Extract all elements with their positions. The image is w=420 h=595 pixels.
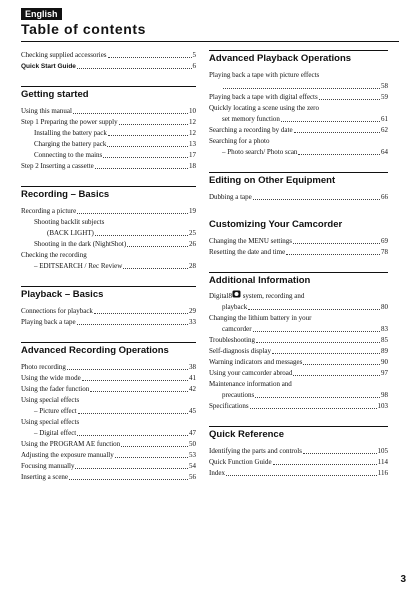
toc-entry-page: 18 <box>189 162 196 170</box>
section-heading: Advanced Recording Operations <box>21 342 196 356</box>
leader-dots <box>77 68 192 69</box>
toc-entry-title: Focusing manually <box>21 462 75 470</box>
toc-entry-title: – Digital effect <box>34 429 77 437</box>
left-column <box>21 50 196 483</box>
toc-entry-page: 85 <box>381 336 388 344</box>
section-heading: Getting started <box>21 86 196 100</box>
toc-entry-page: 13 <box>189 140 196 148</box>
leader-dots <box>226 475 377 476</box>
section-heading: Advanced Playback Operations <box>209 50 388 64</box>
leader-dots <box>108 135 188 136</box>
leader-dots <box>108 57 192 58</box>
toc-entry-page: 29 <box>189 307 196 315</box>
leader-dots <box>77 324 188 325</box>
toc-entry[interactable] <box>21 161 196 172</box>
toc-entry-page: 45 <box>189 407 196 415</box>
toc-entry-page: 17 <box>189 151 196 159</box>
leader-dots <box>115 457 188 458</box>
toc-entry-title: – Picture effect <box>34 407 77 415</box>
toc-entry-page: 38 <box>189 363 196 371</box>
toc-entry-title: Using the fader function <box>21 385 90 393</box>
toc-entry-page: 98 <box>381 391 388 399</box>
toc-entry[interactable] <box>21 317 196 328</box>
toc-entry-line: Playing back a tape with picture effects <box>209 71 320 79</box>
toc-entry-page: 58 <box>381 82 388 90</box>
right-column <box>209 50 388 479</box>
toc-entry[interactable] <box>21 450 196 461</box>
toc-entry-title: Inserting a scene <box>21 473 69 481</box>
section-heading: Editing on Other Equipment <box>209 172 388 186</box>
toc-entry-line: Using special effects <box>21 418 80 426</box>
toc-entry-title: Playing back a tape <box>21 318 76 326</box>
leader-dots <box>319 99 380 100</box>
toc-entry-title: Searching a recording by date <box>209 126 293 134</box>
toc-entry-title: playback <box>222 303 248 311</box>
toc-entry-title: camcorder <box>222 325 252 333</box>
leader-dots <box>82 380 188 381</box>
toc-entry-page: 42 <box>189 385 196 393</box>
toc-entry-title: Connections for playback <box>21 307 93 315</box>
toc-entry-title: Step 2 Inserting a cassette <box>21 162 94 170</box>
toc-entry-line: Checking the recording <box>21 251 87 259</box>
toc-entry-page: 47 <box>189 429 196 437</box>
toc-entry-title: Quick Function Guide <box>209 458 272 466</box>
toc-entry-title: Resetting the date and time <box>209 248 286 256</box>
toc-entry-line <box>209 290 388 302</box>
leader-dots <box>77 213 188 214</box>
toc-entry-title: Playing back a tape with digital effects <box>209 93 318 101</box>
section-heading: Recording – Basics <box>21 186 196 200</box>
toc-entry[interactable] <box>21 428 196 439</box>
page-number: 3 <box>400 574 406 585</box>
toc-entry[interactable] <box>209 468 388 479</box>
section-heading: Additional Information <box>209 272 388 286</box>
leader-dots <box>294 132 380 133</box>
digital8-logo-text: Digital8 <box>209 292 232 300</box>
toc-entry-page: 53 <box>189 451 196 459</box>
toc-entry-title: Warning indicators and messages <box>209 358 303 366</box>
section-heading: Customizing Your Camcorder <box>209 219 343 230</box>
toc-entry-page: 89 <box>381 347 388 355</box>
leader-dots <box>253 199 380 200</box>
toc-entry-page: 114 <box>377 458 388 466</box>
leader-dots <box>272 353 380 354</box>
digital8-logo-icon <box>232 292 241 300</box>
leader-dots <box>78 413 188 414</box>
toc-entry-page: 90 <box>381 358 388 366</box>
leader-dots <box>77 435 188 436</box>
toc-entry-title: Changing the MENU settings <box>209 237 293 245</box>
toc-entry[interactable] <box>209 114 388 125</box>
leader-dots <box>69 479 188 480</box>
toc-entry[interactable] <box>21 461 196 472</box>
toc-entry-page: 19 <box>189 207 196 215</box>
toc-entry[interactable] <box>21 50 196 61</box>
toc-entry[interactable] <box>21 206 196 217</box>
toc-entry-page: 97 <box>381 369 388 377</box>
toc-entry-title: Using this manual <box>21 107 72 115</box>
toc-entry-title: Installing the battery pack <box>34 129 107 137</box>
toc-entry-page: 66 <box>381 193 388 201</box>
toc-entry-line: Maintenance information and <box>209 380 292 388</box>
toc-entry[interactable] <box>209 324 388 335</box>
toc-entry-title: Self-diagnosis display <box>209 347 272 355</box>
toc-entry-page: 64 <box>381 148 388 156</box>
toc-entry-title: – EDITSEARCH / Rec Review <box>34 262 123 270</box>
language-tag: English <box>21 8 62 20</box>
toc-entry-page: 61 <box>381 115 388 123</box>
toc-entry-page: 80 <box>381 303 388 311</box>
toc-entry[interactable] <box>21 61 196 72</box>
toc-entry[interactable] <box>209 236 388 247</box>
leader-dots <box>123 268 188 269</box>
toc-entry-title: Charging the battery pack <box>34 140 107 148</box>
page-title: Table of contents <box>21 21 147 37</box>
toc-entry-page: 5 <box>192 51 196 59</box>
leader-dots <box>73 113 188 114</box>
leader-dots <box>107 146 188 147</box>
toc-entry[interactable] <box>21 139 196 150</box>
toc-entry-page: 6 <box>192 62 196 70</box>
toc-entry-line: Searching for a photo <box>209 137 270 145</box>
toc-entry[interactable] <box>21 106 196 117</box>
toc-entry[interactable] <box>21 228 196 239</box>
toc-entry[interactable] <box>21 362 196 373</box>
toc-entry[interactable] <box>209 81 388 92</box>
toc-entry[interactable] <box>209 247 388 258</box>
toc-entry-title: Checking supplied accessories <box>21 51 107 59</box>
toc-entry-page: 59 <box>381 93 388 101</box>
toc-entry-page: 12 <box>189 118 196 126</box>
leader-dots <box>103 157 188 158</box>
toc-entry[interactable] <box>209 346 388 357</box>
leader-dots <box>94 313 188 314</box>
toc-entry[interactable] <box>21 150 196 161</box>
toc-entry[interactable] <box>209 401 388 412</box>
toc-entry-page: 33 <box>189 318 196 326</box>
leader-dots <box>303 364 380 365</box>
toc-entry-page: 56 <box>189 473 196 481</box>
toc-entry-page: 103 <box>377 402 388 410</box>
toc-entry[interactable] <box>209 302 388 313</box>
leader-dots <box>250 408 377 409</box>
toc-entry[interactable] <box>21 261 196 272</box>
toc-entry[interactable] <box>21 117 196 128</box>
leader-dots <box>223 88 380 89</box>
leader-dots <box>248 309 380 310</box>
toc-entry-line: Quickly locating a scene using the zero <box>209 104 320 112</box>
toc-entry-title: Using your camcorder abroad <box>209 369 293 377</box>
leader-dots <box>286 254 380 255</box>
toc-entry[interactable] <box>209 335 388 346</box>
leader-dots <box>293 375 380 376</box>
toc-entry-line: Shooting backlit subjects <box>34 218 105 226</box>
toc-entry-title: Specifications <box>209 402 249 410</box>
toc-entry[interactable] <box>21 472 196 483</box>
leader-dots <box>253 331 380 332</box>
toc-entry-page: 54 <box>189 462 196 470</box>
toc-entry-title: Troubleshooting <box>209 336 256 344</box>
leader-dots <box>281 121 380 122</box>
toc-entry[interactable] <box>209 125 388 136</box>
toc-entry-page: 116 <box>377 469 388 477</box>
toc-entry-title: – Photo search/ Photo scan <box>222 148 298 156</box>
toc-entry-line: Changing the lithium battery in your <box>209 314 312 322</box>
leader-dots <box>298 154 380 155</box>
section-heading: Quick Reference <box>209 426 388 440</box>
leader-dots <box>121 446 188 447</box>
toc-entry-page: 10 <box>189 107 196 115</box>
toc-entry[interactable] <box>209 446 388 457</box>
toc-entry-title: Recording a picture <box>21 207 77 215</box>
leader-dots <box>90 391 188 392</box>
leader-dots <box>95 168 188 169</box>
leader-dots <box>255 397 380 398</box>
toc-entry-title: Adjusting the exposure manually <box>21 451 114 459</box>
leader-dots <box>119 124 188 125</box>
toc-entry[interactable] <box>209 92 388 103</box>
toc-entry[interactable] <box>21 439 196 450</box>
toc-entry-title: (BACK LIGHT) <box>47 229 94 237</box>
toc-entry-title: set memory function <box>222 115 280 123</box>
toc-entry-title: Shooting in the dark (NightShot) <box>34 240 127 248</box>
toc-entry-title: system, recording and <box>240 292 305 300</box>
toc-entry[interactable] <box>209 357 388 368</box>
toc-entry[interactable] <box>209 147 388 158</box>
toc-entry[interactable] <box>209 192 388 203</box>
toc-entry[interactable] <box>21 373 196 384</box>
leader-dots <box>95 235 188 236</box>
leader-dots <box>303 453 377 454</box>
toc-entry-title: Index <box>209 469 225 477</box>
toc-entry[interactable] <box>21 384 196 395</box>
toc-entry-title: Connecting to the mains <box>34 151 103 159</box>
toc-entry-title: precautions <box>222 391 255 399</box>
toc-entry[interactable] <box>209 457 388 468</box>
toc-entry-page: 83 <box>381 325 388 333</box>
toc-entry-title: Identifying the parts and controls <box>209 447 302 455</box>
toc-entry-title: Dubbing a tape <box>209 193 252 201</box>
leader-dots <box>67 369 188 370</box>
toc-entry-page: 41 <box>189 374 196 382</box>
leader-dots <box>75 468 188 469</box>
toc-entry[interactable] <box>209 368 388 379</box>
toc-entry-line: Using special effects <box>21 396 80 404</box>
leader-dots <box>256 342 380 343</box>
toc-entry[interactable] <box>21 239 196 250</box>
title-rule <box>21 41 399 42</box>
toc-entry-title: Using the PROGRAM AE function <box>21 440 121 448</box>
toc-entry[interactable] <box>21 128 196 139</box>
toc-entry-page: 105 <box>377 447 388 455</box>
toc-entry-page: 28 <box>189 262 196 270</box>
leader-dots <box>127 246 188 247</box>
leader-dots <box>293 243 380 244</box>
toc-entry-page: 50 <box>189 440 196 448</box>
toc-entry-title: Quick Start Guide <box>21 63 76 70</box>
toc-entry-title: Step 1 Preparing the power supply <box>21 118 118 126</box>
toc-entry-title: Using the wide mode <box>21 374 81 382</box>
toc-entry-page: 25 <box>189 229 196 237</box>
toc-entry-title: Photo recording <box>21 363 66 371</box>
leader-dots <box>273 464 377 465</box>
toc-entry-page: 69 <box>381 237 388 245</box>
toc-entry-page: 12 <box>189 129 196 137</box>
toc-entry-page: 62 <box>381 126 388 134</box>
toc-entry[interactable] <box>21 406 196 417</box>
toc-entry-page: 78 <box>381 248 388 256</box>
toc-entry[interactable] <box>209 390 388 401</box>
toc-entry[interactable] <box>21 306 196 317</box>
section-heading: Playback – Basics <box>21 286 196 300</box>
toc-entry-page: 26 <box>189 240 196 248</box>
